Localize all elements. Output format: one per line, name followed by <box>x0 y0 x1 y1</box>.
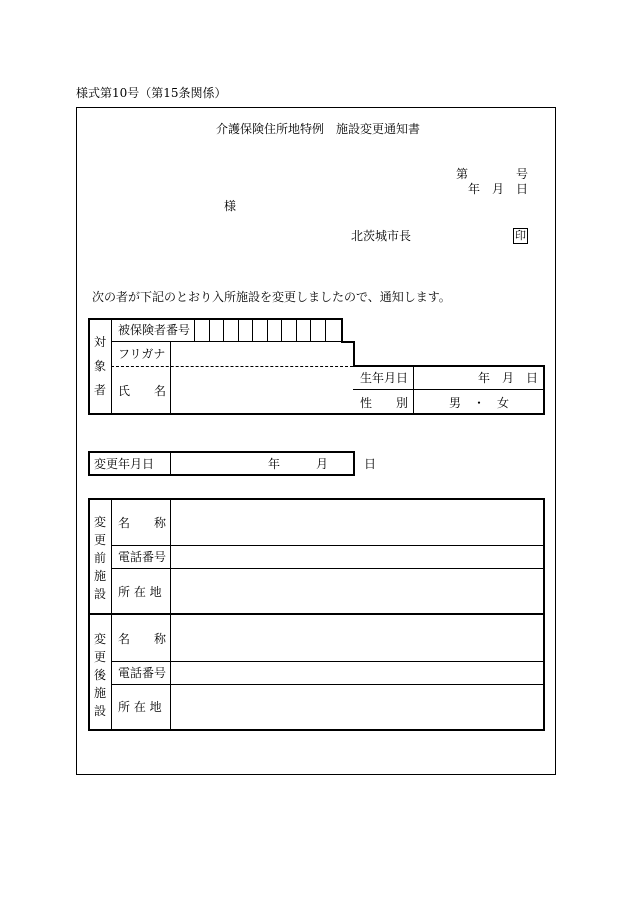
after-phone-label: 電話番号 <box>118 666 167 680</box>
birth-date-label: 生年月日 <box>360 371 409 385</box>
issuer-name: 北茨城市長 <box>351 229 412 243</box>
name-label: 氏 名 <box>118 384 167 398</box>
change-date-label: 変更年月日 <box>94 457 155 471</box>
subject-label-1: 対 <box>93 335 106 349</box>
before-label-5: 設 <box>93 587 106 601</box>
before-label-4: 施 <box>93 569 106 583</box>
after-label-3: 後 <box>93 668 106 682</box>
subject-label-2: 象 <box>93 359 106 373</box>
form-number-label: 様式第10号（第15条関係） <box>76 86 227 100</box>
after-name-label: 名 称 <box>118 632 167 646</box>
before-phone-label: 電話番号 <box>118 550 167 564</box>
before-label-2: 更 <box>93 533 106 547</box>
birth-date-value: 年 月 日 <box>478 371 539 385</box>
furigana-label: フリガナ <box>118 347 166 361</box>
before-address-label: 所 在 地 <box>118 585 162 599</box>
after-label-4: 施 <box>93 686 106 700</box>
insured-number-label: 被保険者番号 <box>118 323 191 337</box>
sex-value: 男 ・ 女 <box>449 396 510 410</box>
after-label-2: 更 <box>93 650 106 664</box>
seal-mark: 印 <box>515 229 526 242</box>
before-label-3: 前 <box>93 551 106 565</box>
after-label-1: 変 <box>93 632 106 646</box>
change-date-value: 年 月 日 <box>268 457 377 471</box>
after-address-label: 所 在 地 <box>118 700 162 714</box>
form-title: 介護保険住所地特例 施設変更通知書 <box>216 122 421 136</box>
document-number: 第 号 <box>456 167 529 181</box>
document-date: 年 月 日 <box>468 182 529 196</box>
before-label-1: 変 <box>93 515 106 529</box>
after-label-5: 設 <box>93 704 106 718</box>
before-name-label: 名 称 <box>118 516 167 530</box>
addressee-suffix: 様 <box>224 199 237 213</box>
notice-statement: 次の者が下記のとおり入所施設を変更しましたので、通知します。 <box>92 290 451 304</box>
subject-label-3: 者 <box>93 383 106 397</box>
sex-label: 性 別 <box>360 396 409 410</box>
